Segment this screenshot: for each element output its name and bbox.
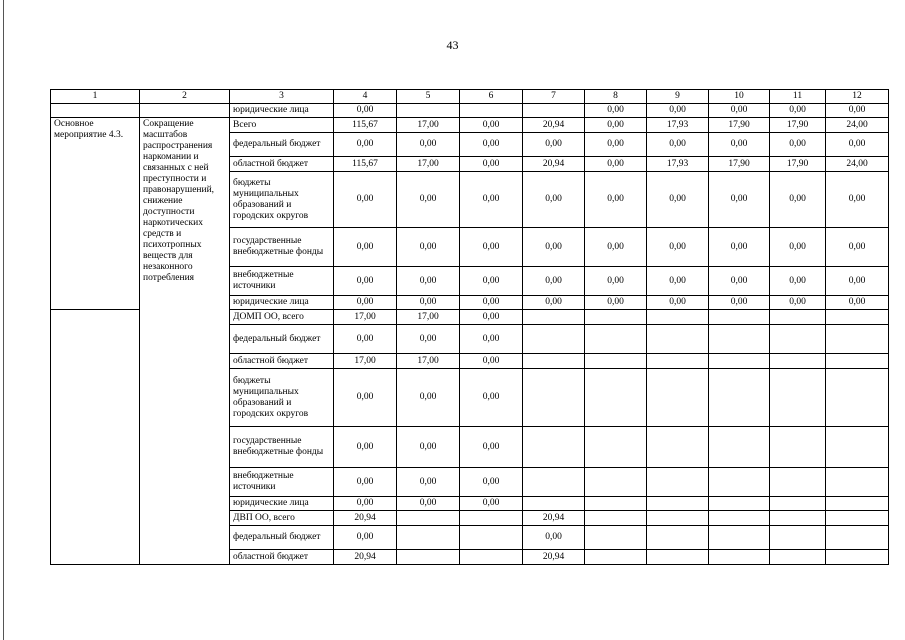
header-row [51, 90, 889, 104]
header-cell: 5 [397, 90, 460, 104]
value-cell: 0,00 [334, 369, 397, 427]
value-cell: 0,00 [397, 228, 460, 267]
value-cell [585, 427, 647, 468]
source-label: ДВП ОО, всего [230, 511, 334, 526]
value-cell: 0,00 [460, 427, 523, 468]
value-cell: 0,00 [523, 133, 585, 157]
source-label: федеральный бюджет [230, 325, 334, 354]
value-cell: 20,94 [334, 511, 397, 526]
value-cell: 20,94 [523, 118, 585, 133]
value-cell [460, 511, 523, 526]
value-cell: 20,94 [523, 157, 585, 172]
value-cell: 24,00 [826, 157, 889, 172]
value-cell: 0,00 [334, 267, 397, 296]
value-cell: 0,00 [460, 296, 523, 310]
value-cell: 0,00 [460, 172, 523, 228]
value-cell [523, 427, 585, 468]
measure-description: Сокращение масштабов распространения наркомании и связанных с ней преступности и правонарушений, снижение доступности наркотических средств и психотропных веществ для незаконного потребления [140, 118, 230, 565]
value-cell [647, 354, 709, 369]
value-cell: 24,00 [826, 118, 889, 133]
value-cell: 0,00 [334, 104, 397, 118]
value-cell: 0,00 [397, 369, 460, 427]
value-cell [585, 550, 647, 565]
value-cell: 0,00 [585, 228, 647, 267]
value-cell [585, 354, 647, 369]
value-cell [585, 511, 647, 526]
table-row [51, 104, 889, 118]
value-cell: 0,00 [585, 267, 647, 296]
source-label: бюджеты муниципальных образований и городских округов [230, 369, 334, 427]
header-cell: 4 [334, 90, 397, 104]
value-cell: 0,00 [709, 228, 770, 267]
value-cell: 0,00 [460, 354, 523, 369]
value-cell: 0,00 [826, 133, 889, 157]
value-cell: 0,00 [460, 267, 523, 296]
value-cell [709, 497, 770, 511]
financing-table [50, 89, 889, 565]
value-cell: 20,94 [523, 550, 585, 565]
value-cell: 0,00 [826, 296, 889, 310]
value-cell: 0,00 [585, 157, 647, 172]
value-cell: 0,00 [523, 526, 585, 550]
value-cell [709, 354, 770, 369]
header-cell: 8 [585, 90, 647, 104]
value-cell [770, 550, 826, 565]
value-cell: 0,00 [585, 133, 647, 157]
value-cell: 17,93 [647, 118, 709, 133]
source-label: областной бюджет [230, 354, 334, 369]
value-cell [647, 427, 709, 468]
value-cell [826, 427, 889, 468]
value-cell [826, 369, 889, 427]
value-cell: 0,00 [397, 325, 460, 354]
value-cell [826, 325, 889, 354]
value-cell: 0,00 [709, 267, 770, 296]
value-cell: 17,93 [647, 157, 709, 172]
value-cell [523, 310, 585, 325]
value-cell [585, 468, 647, 497]
value-cell: 0,00 [523, 228, 585, 267]
source-label: юридические лица [230, 296, 334, 310]
value-cell: 0,00 [523, 267, 585, 296]
empty-cell [51, 104, 140, 118]
value-cell [585, 526, 647, 550]
value-cell [770, 511, 826, 526]
value-cell: 0,00 [709, 172, 770, 228]
value-cell: 0,00 [334, 133, 397, 157]
value-cell: 0,00 [709, 296, 770, 310]
value-cell [397, 104, 460, 118]
value-cell: 20,94 [523, 511, 585, 526]
value-cell [770, 369, 826, 427]
measure-name-continued [51, 310, 140, 565]
value-cell [770, 325, 826, 354]
value-cell: 0,00 [397, 497, 460, 511]
value-cell: 17,00 [334, 354, 397, 369]
header-cell: 2 [140, 90, 230, 104]
value-cell: 0,00 [647, 133, 709, 157]
value-cell [460, 526, 523, 550]
value-cell [523, 354, 585, 369]
value-cell: 0,00 [585, 296, 647, 310]
value-cell: 0,00 [334, 228, 397, 267]
value-cell: 0,00 [770, 104, 826, 118]
source-label: юридические лица [230, 497, 334, 511]
source-label: областной бюджет [230, 157, 334, 172]
value-cell [647, 369, 709, 427]
value-cell: 0,00 [523, 296, 585, 310]
value-cell: 17,00 [397, 118, 460, 133]
value-cell: 0,00 [334, 296, 397, 310]
value-cell: 0,00 [334, 427, 397, 468]
value-cell: 0,00 [585, 172, 647, 228]
value-cell [709, 325, 770, 354]
header-cell: 1 [51, 90, 140, 104]
table-row [51, 118, 889, 133]
value-cell: 0,00 [334, 172, 397, 228]
value-cell: 0,00 [397, 427, 460, 468]
header-cell: 7 [523, 90, 585, 104]
source-label: Всего [230, 118, 334, 133]
source-label: бюджеты муниципальных образований и городских округов [230, 172, 334, 228]
value-cell: 0,00 [709, 133, 770, 157]
source-label: государственные внебюджетные фонды [230, 228, 334, 267]
value-cell [826, 550, 889, 565]
value-cell [647, 310, 709, 325]
page-edge-line [3, 0, 4, 640]
measure-name: Основное мероприятие 4.3. [51, 118, 140, 310]
value-cell: 0,00 [647, 267, 709, 296]
value-cell [523, 104, 585, 118]
value-cell: 0,00 [460, 310, 523, 325]
value-cell: 20,94 [334, 550, 397, 565]
value-cell [397, 511, 460, 526]
value-cell [523, 497, 585, 511]
value-cell [826, 468, 889, 497]
value-cell: 0,00 [397, 468, 460, 497]
value-cell [826, 354, 889, 369]
value-cell: 0,00 [460, 133, 523, 157]
value-cell: 0,00 [826, 104, 889, 118]
value-cell: 0,00 [460, 468, 523, 497]
value-cell [709, 310, 770, 325]
value-cell [647, 526, 709, 550]
value-cell [709, 550, 770, 565]
value-cell: 0,00 [334, 468, 397, 497]
value-cell [647, 497, 709, 511]
value-cell [770, 354, 826, 369]
value-cell: 0,00 [460, 228, 523, 267]
value-cell [523, 369, 585, 427]
value-cell: 0,00 [826, 172, 889, 228]
value-cell: 17,90 [709, 157, 770, 172]
value-cell [397, 526, 460, 550]
value-cell [709, 526, 770, 550]
value-cell [460, 104, 523, 118]
value-cell [585, 310, 647, 325]
header-cell: 6 [460, 90, 523, 104]
header-cell: 3 [230, 90, 334, 104]
value-cell: 17,00 [397, 354, 460, 369]
value-cell: 0,00 [397, 172, 460, 228]
value-cell: 0,00 [770, 267, 826, 296]
source-label: федеральный бюджет [230, 133, 334, 157]
empty-cell [140, 104, 230, 118]
value-cell [460, 550, 523, 565]
value-cell [826, 497, 889, 511]
value-cell [523, 468, 585, 497]
value-cell [709, 427, 770, 468]
source-label: ДОМП ОО, всего [230, 310, 334, 325]
value-cell: 17,00 [397, 310, 460, 325]
value-cell: 17,90 [770, 157, 826, 172]
value-cell [647, 511, 709, 526]
value-cell [770, 468, 826, 497]
value-cell [709, 511, 770, 526]
source-label: государственные внебюджетные фонды [230, 427, 334, 468]
value-cell: 0,00 [585, 104, 647, 118]
value-cell: 0,00 [585, 118, 647, 133]
value-cell [709, 468, 770, 497]
value-cell: 0,00 [647, 172, 709, 228]
value-cell [826, 526, 889, 550]
value-cell [397, 550, 460, 565]
value-cell: 0,00 [397, 267, 460, 296]
value-cell [647, 468, 709, 497]
source-label: юридические лица [230, 104, 334, 118]
value-cell: 0,00 [460, 369, 523, 427]
header-cell: 12 [826, 90, 889, 104]
value-cell [585, 497, 647, 511]
value-cell: 0,00 [826, 267, 889, 296]
value-cell: 0,00 [523, 172, 585, 228]
source-label: федеральный бюджет [230, 526, 334, 550]
value-cell [770, 526, 826, 550]
value-cell [647, 550, 709, 565]
value-cell [709, 369, 770, 427]
value-cell [585, 369, 647, 427]
source-label: областной бюджет [230, 550, 334, 565]
source-label: внебюджетные источники [230, 468, 334, 497]
value-cell: 0,00 [770, 133, 826, 157]
value-cell [647, 325, 709, 354]
value-cell: 0,00 [770, 172, 826, 228]
value-cell: 0,00 [397, 133, 460, 157]
value-cell: 0,00 [460, 118, 523, 133]
value-cell: 17,00 [334, 310, 397, 325]
value-cell: 0,00 [709, 104, 770, 118]
value-cell [770, 427, 826, 468]
value-cell [585, 325, 647, 354]
value-cell: 0,00 [334, 325, 397, 354]
value-cell: 0,00 [460, 157, 523, 172]
page-number: 43 [446, 38, 459, 52]
value-cell: 17,90 [770, 118, 826, 133]
value-cell: 0,00 [334, 497, 397, 511]
value-cell: 0,00 [397, 296, 460, 310]
value-cell: 0,00 [647, 296, 709, 310]
value-cell: 0,00 [460, 497, 523, 511]
value-cell [826, 511, 889, 526]
value-cell: 0,00 [770, 228, 826, 267]
value-cell [826, 310, 889, 325]
value-cell: 0,00 [826, 228, 889, 267]
value-cell: 17,00 [397, 157, 460, 172]
value-cell: 17,90 [709, 118, 770, 133]
value-cell: 115,67 [334, 118, 397, 133]
value-cell: 0,00 [647, 104, 709, 118]
header-cell: 9 [647, 90, 709, 104]
source-label: внебюджетные источники [230, 267, 334, 296]
value-cell: 0,00 [770, 296, 826, 310]
value-cell [770, 310, 826, 325]
value-cell: 0,00 [647, 228, 709, 267]
header-cell: 11 [770, 90, 826, 104]
value-cell: 0,00 [460, 325, 523, 354]
header-cell: 10 [709, 90, 770, 104]
value-cell: 115,67 [334, 157, 397, 172]
value-cell: 0,00 [334, 526, 397, 550]
value-cell [770, 497, 826, 511]
value-cell [523, 325, 585, 354]
